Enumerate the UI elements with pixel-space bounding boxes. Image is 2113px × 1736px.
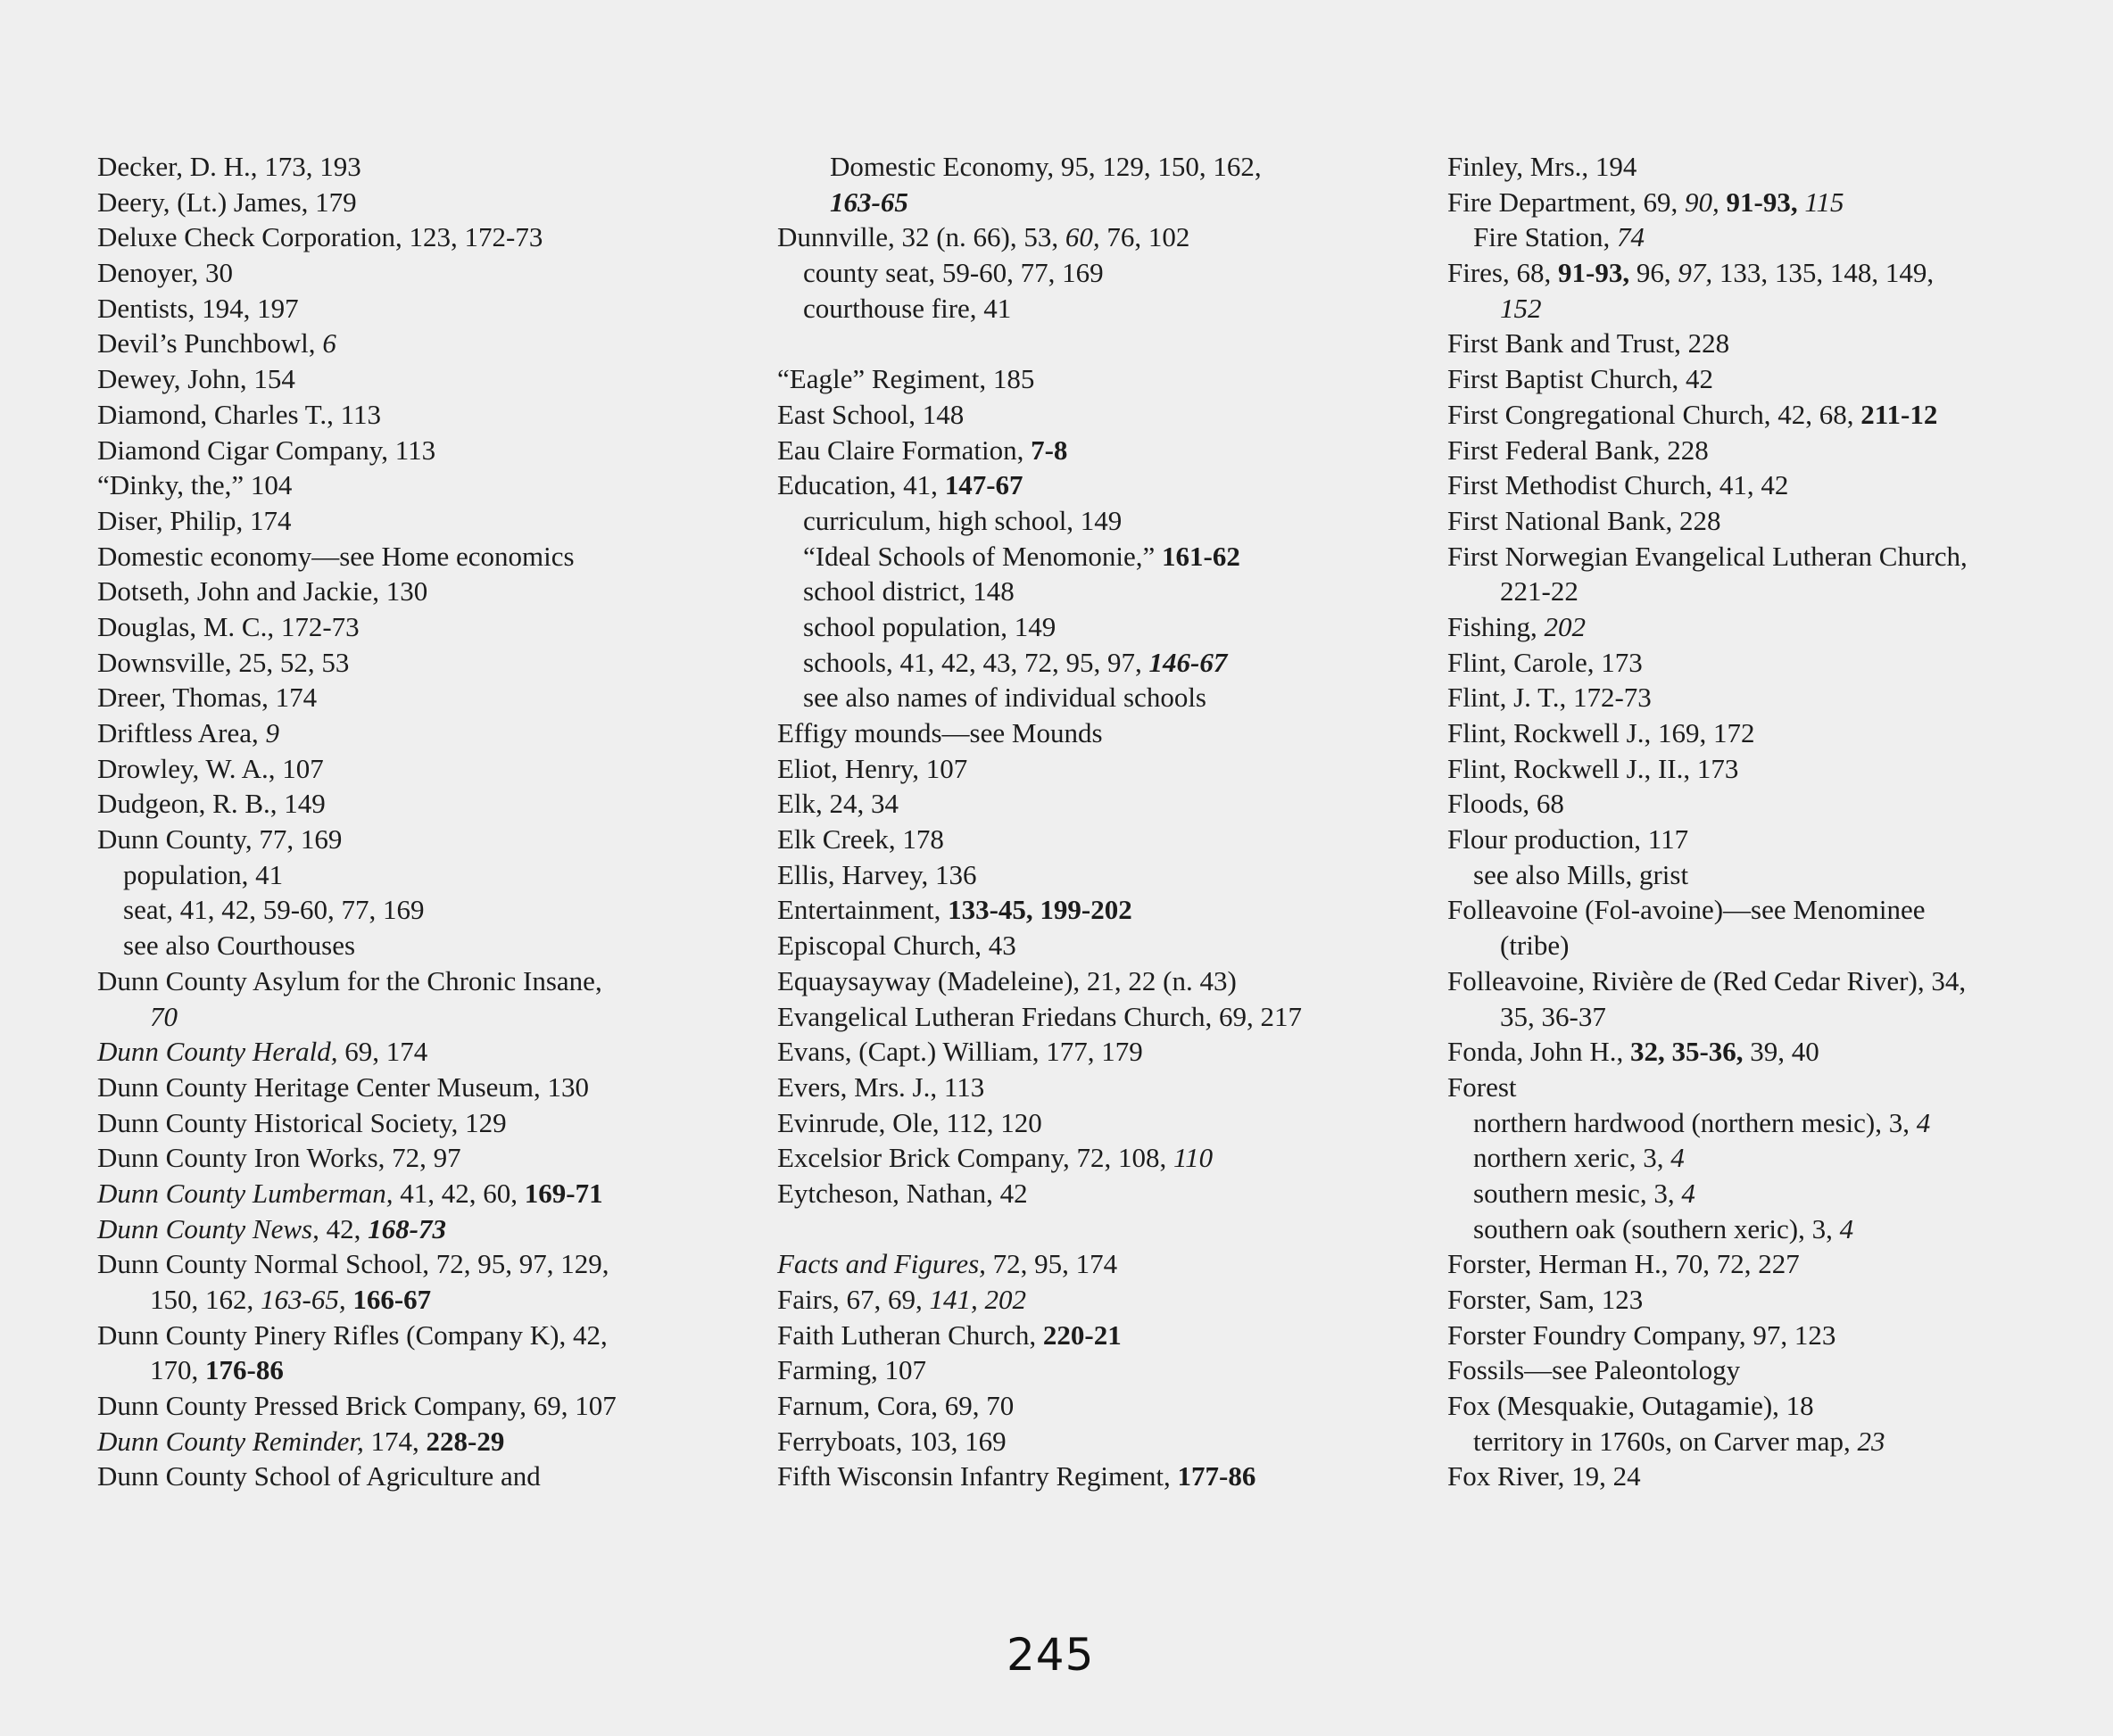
index-text-segment: Eytcheson, Nathan, 42 (777, 1177, 1028, 1209)
index-text-segment: Diamond Cigar Company, 113 (97, 434, 436, 466)
index-text-segment: “Dinky, the,” 104 (97, 469, 293, 501)
index-entry-continuation (1447, 574, 2063, 609)
index-entry (1447, 503, 2063, 539)
index-entry-continuation (1447, 291, 2063, 327)
index-text-segment: Farnum, Cora, 69, 70 (777, 1390, 1015, 1422)
index-text-segment: 163-65 (830, 186, 908, 218)
index-text-segment: 32, 35-36, (1629, 1036, 1744, 1068)
index-entry (777, 963, 1366, 999)
index-text-segment: Dunn County Historical Society, 129 (97, 1106, 507, 1138)
index-text-segment: Dentists, 194, 197 (97, 292, 299, 324)
index-subentry (777, 680, 1366, 715)
index-text-segment: school district, 148 (803, 575, 1015, 608)
index-entry (97, 1070, 677, 1105)
index-subentry (1447, 219, 2063, 255)
index-text-segment: 6 (322, 327, 336, 360)
index-entry (97, 1140, 677, 1176)
index-text-segment: 74 (1617, 221, 1645, 253)
index-entry-continuation (777, 149, 1366, 185)
index-entry (1447, 963, 2063, 999)
index-subentry (777, 645, 1366, 681)
index-text-segment: First Methodist Church, 41, 42 (1447, 469, 1789, 501)
index-text-segment: Drowley, W. A., 107 (97, 752, 324, 784)
index-text-segment: Fifth Wisconsin Infantry Regiment, (777, 1460, 1178, 1492)
index-entry (97, 574, 677, 609)
index-text-segment: Dunn County Pinery Rifles (Company K), 42, (97, 1319, 608, 1351)
index-entry (1447, 1318, 2063, 1353)
index-text-segment: Education, 41, (777, 469, 945, 501)
index-text-segment: Flint, J. T., 172-73 (1447, 682, 1652, 714)
index-text-segment: Devil’s Punchbowl, (97, 327, 323, 360)
index-text-segment: First Baptist Church, 42 (1447, 363, 1713, 395)
index-text-segment: Dunn County School of Agriculture and (97, 1460, 541, 1492)
index-text-segment: Episcopal Church, 43 (777, 930, 1016, 962)
index-entry (97, 326, 677, 361)
index-entry (1447, 680, 2063, 715)
index-entry (777, 1459, 1366, 1494)
index-text-segment: First Federal Bank, 228 (1447, 434, 1709, 466)
index-entry (97, 539, 677, 575)
index-text-segment: Evangelical Lutheran Friedans Church, 69, 217 (777, 1000, 1302, 1032)
index-entry (1447, 1459, 2063, 1494)
index-text-segment: seat, 41, 42, 59-60, 77, 169 (123, 894, 425, 926)
index-text-segment: 161-62 (1162, 540, 1240, 572)
index-text-segment: school population, 149 (803, 610, 1056, 642)
index-entry (1447, 609, 2063, 645)
index-text-segment: Flint, Rockwell J., II., 173 (1447, 752, 1739, 784)
index-text-segment: Farming, 107 (777, 1354, 927, 1386)
index-subentry (777, 503, 1366, 539)
index-text-segment: First Norwegian Evangelical Lutheran Church, (1447, 540, 1968, 572)
index-text-segment: Dunnville, 32 (n. 66), 53, (777, 221, 1065, 253)
index-entry (97, 185, 677, 220)
index-text-segment: population, 41 (123, 858, 284, 890)
index-text-segment: Finley, Mrs., 194 (1447, 151, 1637, 182)
index-text-segment: 211-12 (1860, 398, 1938, 430)
index-text-segment: Dunn County Reminder, (97, 1425, 364, 1457)
index-column-3 (1447, 149, 2063, 1494)
index-text-segment: 72, 95, 174 (985, 1248, 1118, 1280)
index-entry (777, 1282, 1366, 1318)
index-text-segment: 39, 40 (1743, 1036, 1819, 1068)
index-entry (97, 503, 677, 539)
index-entry (777, 219, 1366, 255)
index-text-segment: Fire Station, (1473, 221, 1618, 253)
index-text-segment: Domestic economy—see Home economics (97, 540, 575, 572)
index-entry (97, 680, 677, 715)
index-text-segment: Effigy mounds—see Mounds (777, 717, 1103, 748)
index-text-segment: 174, (363, 1425, 427, 1457)
index-text-segment: 166-67 (352, 1284, 432, 1315)
index-text-segment: Dunn County News, (97, 1212, 319, 1244)
index-text-segment: Deery, (Lt.) James, 179 (97, 186, 357, 218)
index-entry (97, 397, 677, 433)
index-text-segment: Dunn County, 77, 169 (97, 823, 343, 856)
index-text-segment: Fire Department, 69, (1447, 186, 1686, 218)
index-column-1 (97, 149, 677, 1494)
index-entry (777, 1176, 1366, 1211)
index-text-segment: Faith Lutheran Church, (777, 1319, 1043, 1351)
index-entry (1447, 645, 2063, 681)
index-subentry (777, 574, 1366, 609)
index-entry (97, 219, 677, 255)
index-entry (777, 928, 1366, 963)
index-text-segment: Dunn County Herald, (97, 1036, 338, 1068)
index-text-segment: 177-86 (1177, 1460, 1256, 1492)
index-text-segment: territory in 1760s, on Carver map, (1473, 1425, 1858, 1457)
index-text-segment: Flint, Rockwell J., 169, 172 (1447, 717, 1755, 748)
index-entry (97, 1034, 677, 1070)
index-text-segment: “Ideal Schools of Menomonie,” (803, 540, 1163, 572)
index-text-segment: Evinrude, Ole, 112, 120 (777, 1106, 1042, 1138)
index-entry-continuation (1447, 928, 2063, 963)
index-text-segment: Elk Creek, 178 (777, 823, 944, 856)
index-text-segment: 7-8 (1031, 434, 1068, 466)
index-text-segment: Dunn County Heritage Center Museum, 130 (97, 1071, 590, 1103)
index-entry-continuation (97, 1352, 677, 1388)
index-text-segment: Fossils—see Paleontology (1447, 1354, 1741, 1386)
index-text-segment: 35, 36-37 (1500, 1000, 1606, 1032)
index-entry (97, 467, 677, 503)
index-entry (1447, 1388, 2063, 1424)
index-text-segment: 69, 174 (337, 1036, 428, 1068)
index-entry (97, 291, 677, 327)
index-text-segment: (tribe) (1500, 930, 1570, 962)
index-entry (777, 1388, 1366, 1424)
index-text-segment: Forster, Sam, 123 (1447, 1284, 1644, 1315)
index-section-gap (777, 1211, 1366, 1247)
index-entry (97, 963, 677, 999)
index-entry (1447, 751, 2063, 787)
index-entry (777, 1034, 1366, 1070)
index-text-segment: southern mesic, 3, (1473, 1177, 1682, 1209)
index-text-segment: 220-21 (1042, 1319, 1122, 1351)
index-text-segment: Fires, 68, (1447, 257, 1558, 289)
index-text-segment: 4 (1670, 1142, 1685, 1174)
index-entry (1447, 1034, 2063, 1070)
index-text-segment: 221-22 (1500, 575, 1579, 608)
index-text-segment: Forest (1447, 1071, 1517, 1103)
index-text-segment: Denoyer, 30 (97, 257, 233, 289)
index-entry (777, 715, 1366, 751)
index-text-segment: First Bank and Trust, 228 (1447, 327, 1730, 360)
index-subentry (97, 892, 677, 928)
index-text-segment: 42, (319, 1212, 369, 1244)
index-entry (1447, 1352, 2063, 1388)
index-text-segment: Forster Foundry Company, 97, 123 (1447, 1319, 1836, 1351)
index-text-segment: curriculum, high school, 149 (803, 504, 1123, 536)
index-subentry (1447, 1105, 2063, 1141)
index-subentry (1447, 1176, 2063, 1211)
index-text-segment: 91-93, (1558, 257, 1630, 289)
index-entry (777, 892, 1366, 928)
index-section-gap (777, 326, 1366, 361)
index-text-segment: 133, 135, 148, 149, (1712, 257, 1935, 289)
index-text-segment: 4 (1839, 1212, 1854, 1244)
index-text-segment: 133-45, 199-202 (948, 894, 1132, 926)
index-text-segment: see also Mills, grist (1473, 858, 1689, 890)
index-text-segment: 141, 202 (929, 1284, 1026, 1315)
index-entry-continuation (97, 999, 677, 1035)
index-text-segment: Evers, Mrs. J., 113 (777, 1071, 985, 1103)
index-entry (1447, 149, 2063, 185)
index-subentry (1447, 1211, 2063, 1247)
index-text-segment: 60, (1065, 221, 1100, 253)
index-text-segment: Ellis, Harvey, 136 (777, 858, 977, 890)
index-entry (777, 467, 1366, 503)
index-text-segment: First National Bank, 228 (1447, 504, 1721, 536)
index-text-segment: Evans, (Capt.) William, 177, 179 (777, 1036, 1143, 1068)
index-text-segment: Entertainment, (777, 894, 949, 926)
index-entry (777, 1318, 1366, 1353)
index-text-segment: 169-71 (524, 1177, 603, 1209)
index-entry (1447, 433, 2063, 468)
index-text-segment: 96, (1629, 257, 1678, 289)
index-entry (97, 149, 677, 185)
index-entry-continuation (777, 185, 1366, 220)
index-entry (1447, 326, 2063, 361)
index-entry (777, 1140, 1366, 1176)
index-text-segment: Dotseth, John and Jackie, 130 (97, 575, 428, 608)
index-text-segment: Dunn County Asylum for the Chronic Insane, (97, 964, 602, 996)
index-entry (1447, 397, 2063, 433)
index-entry (777, 751, 1366, 787)
index-text-segment: 41, 42, 60, (393, 1177, 525, 1209)
index-entry (97, 645, 677, 681)
index-text-segment: see also Courthouses (123, 930, 356, 962)
index-entry (97, 1424, 677, 1459)
index-text-segment: Folleavoine, Rivière de (Red Cedar River), 34, (1447, 964, 1967, 996)
index-text-segment: Deluxe Check Corporation, 123, 172-73 (97, 221, 543, 253)
index-entry (97, 786, 677, 822)
index-entry (97, 715, 677, 751)
index-text-segment: Eau Claire Formation, (777, 434, 1032, 466)
index-text-segment: Dreer, Thomas, 174 (97, 682, 318, 714)
index-text-segment: 146-67 (1148, 646, 1228, 678)
index-text-segment: 147-67 (944, 469, 1023, 501)
index-entry (777, 1070, 1366, 1105)
index-text-segment: northern hardwood (northern mesic), 3, (1473, 1106, 1917, 1138)
index-text-segment: Dunn County Lumberman, (97, 1177, 394, 1209)
index-text-segment: 168-73 (368, 1212, 446, 1244)
index-text-segment: Ferryboats, 103, 169 (777, 1425, 1007, 1457)
index-entry (1447, 185, 2063, 220)
index-text-segment: Dunn County Iron Works, 72, 97 (97, 1142, 461, 1174)
index-text-segment: Downsville, 25, 52, 53 (97, 646, 350, 678)
index-text-segment: Dunn County Pressed Brick Company, 69, 107 (97, 1390, 617, 1422)
index-text-segment: Elk, 24, 34 (777, 788, 899, 820)
index-text-segment: Driftless Area, (97, 717, 266, 748)
index-text-segment: Decker, D. H., 173, 193 (97, 151, 361, 182)
index-text-segment: Folleavoine (Fol-avoine)—see Menominee (1447, 894, 1926, 926)
page-number: 245 (1007, 1629, 1095, 1681)
index-text-segment: First Congregational Church, 42, 68, (1447, 398, 1861, 430)
index-subentry (97, 857, 677, 893)
index-text-segment: Fonda, John H., (1447, 1036, 1630, 1068)
index-entry (1447, 539, 2063, 575)
index-text-segment: East School, 148 (777, 398, 965, 430)
index-entry (1447, 786, 2063, 822)
index-entry (1447, 467, 2063, 503)
index-text-segment: 150, 162, (150, 1284, 261, 1315)
index-text-segment: Flint, Carole, 173 (1447, 646, 1643, 678)
index-text-segment: Dudgeon, R. B., 149 (97, 788, 326, 820)
index-text-segment: 163-65, (261, 1284, 346, 1315)
index-entry (777, 857, 1366, 893)
index-subentry (777, 609, 1366, 645)
index-text-segment: county seat, 59-60, 77, 169 (803, 257, 1104, 289)
index-entry (777, 397, 1366, 433)
index-entry (97, 751, 677, 787)
index-text-segment: Dunn County Normal School, 72, 95, 97, 129, (97, 1248, 609, 1280)
index-text-segment: Dewey, John, 154 (97, 363, 295, 395)
index-text-segment: Fishing, (1447, 610, 1545, 642)
index-text-segment: Equaysayway (Madeleine), 21, 22 (n. 43) (777, 964, 1237, 996)
index-text-segment: Fox (Mesquakie, Outagamie), 18 (1447, 1390, 1814, 1422)
index-text-segment: schools, 41, 42, 43, 72, 95, 97, (803, 646, 1149, 678)
index-entry (1447, 1246, 2063, 1282)
index-entry (777, 1352, 1366, 1388)
index-entry (1447, 822, 2063, 857)
index-text-segment: 202 (1544, 610, 1587, 642)
index-text-segment: Excelsior Brick Company, 72, 108, (777, 1142, 1173, 1174)
index-entry (97, 609, 677, 645)
index-subentry (777, 255, 1366, 291)
index-entry (97, 361, 677, 397)
index-text-segment: northern xeric, 3, (1473, 1142, 1671, 1174)
index-text-segment: 115 (1804, 186, 1844, 218)
index-text-segment: Diser, Philip, 174 (97, 504, 292, 536)
index-entry (777, 433, 1366, 468)
index-subentry (1447, 857, 2063, 893)
index-entry (777, 361, 1366, 397)
index-entry (97, 1318, 677, 1353)
index-entry (97, 1388, 677, 1424)
index-entry (97, 433, 677, 468)
index-entry (97, 1105, 677, 1141)
index-text-segment: 170, (150, 1354, 205, 1386)
index-subentry (97, 928, 677, 963)
index-text-segment: Eliot, Henry, 107 (777, 752, 968, 784)
index-entry (777, 1105, 1366, 1141)
index-text-segment: 9 (265, 717, 280, 748)
index-entry (1447, 1070, 2063, 1105)
index-subentry (1447, 1140, 2063, 1176)
index-text-segment: 76, 102 (1099, 221, 1190, 253)
index-text-segment: “Eagle” Regiment, 185 (777, 363, 1035, 395)
index-text-segment (1719, 186, 1727, 218)
index-entry (777, 822, 1366, 857)
index-text-segment: Flour production, 117 (1447, 823, 1689, 856)
index-text-segment: Floods, 68 (1447, 788, 1564, 820)
index-text-segment: courthouse fire, 41 (803, 292, 1012, 324)
index-text-segment: 4 (1916, 1106, 1931, 1138)
index-entry (1447, 892, 2063, 928)
index-entry (1447, 715, 2063, 751)
index-entry (1447, 1282, 2063, 1318)
index-subentry (777, 539, 1366, 575)
index-text-segment: Diamond, Charles T., 113 (97, 398, 381, 430)
index-text-segment: Fairs, 67, 69, (777, 1284, 930, 1315)
index-entry (97, 1176, 677, 1211)
index-entry (777, 1424, 1366, 1459)
index-text-segment: 176-86 (205, 1354, 284, 1386)
index-entry (97, 822, 677, 857)
index-subentry (777, 291, 1366, 327)
index-text-segment: see also names of individual schools (803, 682, 1206, 714)
index-entry (777, 1246, 1366, 1282)
index-text-segment: 228-29 (426, 1425, 505, 1457)
index-subentry (1447, 1424, 2063, 1459)
index-text-segment: 97, (1678, 257, 1713, 289)
index-text-segment: Douglas, M. C., 172-73 (97, 610, 360, 642)
index-column-2 (777, 149, 1366, 1494)
index-entry (97, 1459, 677, 1494)
index-text-segment: southern oak (southern xeric), 3, (1473, 1212, 1840, 1244)
index-text-segment: Forster, Herman H., 70, 72, 227 (1447, 1248, 1800, 1280)
index-text-segment: Fox River, 19, 24 (1447, 1460, 1641, 1492)
index-text-segment: 91-93, (1726, 186, 1798, 218)
index-text-segment: 4 (1681, 1177, 1695, 1209)
index-entry (97, 255, 677, 291)
index-text-segment: 152 (1500, 292, 1542, 324)
index-entry (777, 786, 1366, 822)
index-entry (97, 1246, 677, 1282)
index-text-segment: 90, (1685, 186, 1719, 218)
index-text-segment: 70 (150, 1000, 178, 1032)
index-text-segment: 23 (1857, 1425, 1885, 1457)
index-entry (1447, 361, 2063, 397)
index-text-segment: 110 (1173, 1142, 1214, 1174)
index-text-segment: Domestic Economy, 95, 129, 150, 162, (830, 151, 1262, 182)
index-entry (777, 999, 1366, 1035)
index-entry (1447, 255, 2063, 291)
index-entry-continuation (1447, 999, 2063, 1035)
index-entry (97, 1211, 677, 1247)
index-entry-continuation (97, 1282, 677, 1318)
index-text-segment: Facts and Figures, (777, 1248, 986, 1280)
